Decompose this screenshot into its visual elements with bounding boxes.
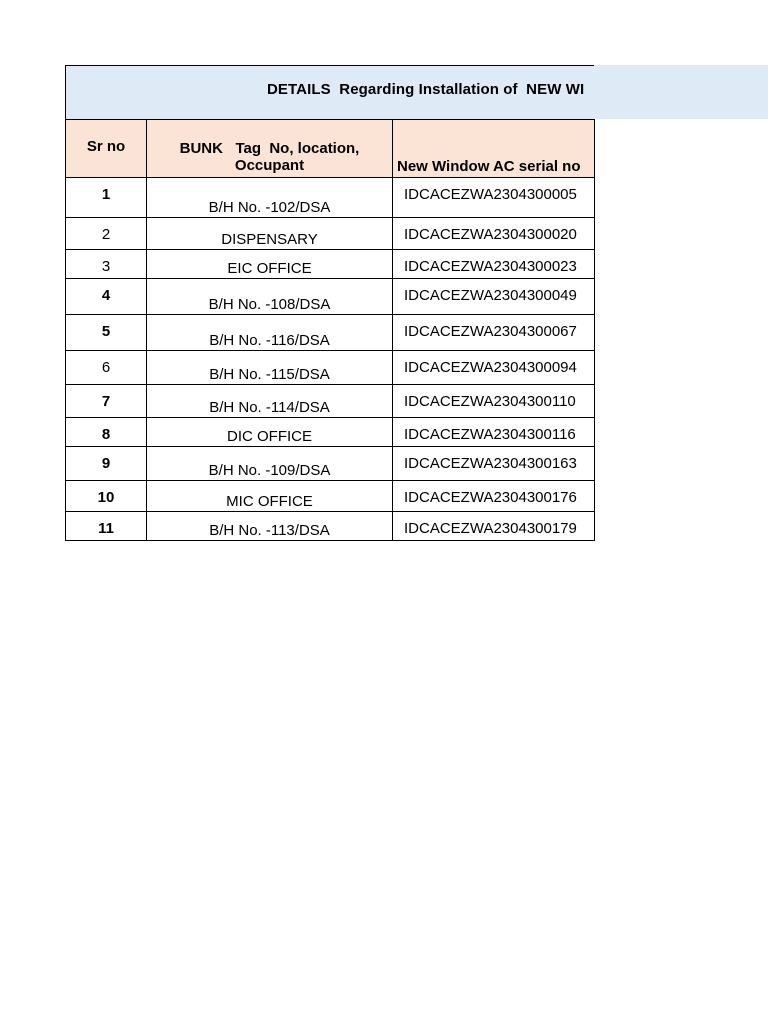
location-value: B/H No. -115/DSA	[209, 366, 330, 383]
cell-sr-no	[66, 447, 147, 481]
cell-serial	[393, 315, 595, 351]
cell-serial	[393, 481, 595, 512]
table-row	[66, 218, 595, 250]
cell-serial	[393, 250, 595, 279]
cell-location	[147, 447, 393, 481]
table-row	[66, 385, 595, 418]
table-row	[66, 481, 595, 512]
sr-no-value: 8	[101, 426, 111, 443]
cell-sr-no	[66, 279, 147, 315]
cell-serial	[393, 218, 595, 250]
header-row	[66, 120, 595, 178]
serial-value: IDCACEZWA2304300116	[404, 426, 576, 443]
location-value: B/H No. -116/DSA	[209, 332, 330, 349]
cell-serial	[393, 351, 595, 385]
cell-serial	[393, 279, 595, 315]
table-row	[66, 250, 595, 279]
serial-value: IDCACEZWA2304300023	[404, 258, 577, 275]
location-value: B/H No. -109/DSA	[208, 462, 331, 479]
cell-sr-no	[66, 218, 147, 250]
cell-location	[147, 178, 393, 218]
location-value: DISPENSARY	[221, 231, 318, 248]
cell-sr-no	[66, 481, 147, 512]
cell-location	[147, 481, 393, 512]
cell-serial	[393, 418, 595, 447]
table-row	[66, 315, 595, 351]
header-sr-no-label: Sr no	[86, 138, 126, 155]
sr-no-value: 1	[101, 186, 111, 203]
cell-sr-no	[66, 315, 147, 351]
cell-location	[147, 385, 393, 418]
cell-sr-no	[66, 351, 147, 385]
table-row	[66, 351, 595, 385]
header-bunk	[147, 120, 393, 178]
sr-no-value: 5	[101, 323, 111, 340]
table-row	[66, 418, 595, 447]
cell-serial	[393, 447, 595, 481]
cell-serial	[393, 385, 595, 418]
serial-value: IDCACEZWA2304300067	[404, 323, 577, 340]
serial-value: IDCACEZWA2304300110	[404, 393, 576, 410]
cell-serial	[393, 512, 595, 541]
location-value: DIC OFFICE	[227, 428, 312, 445]
cell-sr-no	[66, 178, 147, 218]
sr-no-value: 9	[101, 455, 111, 472]
cell-location	[147, 218, 393, 250]
cell-location	[147, 315, 393, 351]
location-value: B/H No. -114/DSA	[209, 399, 330, 416]
installation-table	[65, 119, 595, 541]
location-value: MIC OFFICE	[226, 493, 313, 510]
sr-no-value: 11	[98, 520, 114, 537]
sr-no-value: 2	[101, 226, 111, 243]
sr-no-value: 10	[97, 489, 115, 506]
table-row	[66, 178, 595, 218]
cell-location	[147, 250, 393, 279]
serial-value: IDCACEZWA2304300020	[404, 226, 577, 243]
title-cell	[65, 65, 594, 119]
serial-value: IDCACEZWA2304300094	[404, 359, 577, 376]
table-body	[66, 178, 595, 541]
sr-no-value: 3	[101, 258, 111, 275]
cell-sr-no	[66, 385, 147, 418]
serial-value: IDCACEZWA2304300163	[404, 455, 577, 472]
header-serial-label: New Window AC serial no	[397, 158, 581, 175]
serial-value: IDCACEZWA2304300179	[404, 520, 577, 537]
header-sr-no	[66, 120, 147, 178]
cell-sr-no	[66, 418, 147, 447]
table-row	[66, 512, 595, 541]
table-row	[66, 447, 595, 481]
location-value: EIC OFFICE	[227, 260, 312, 277]
cell-sr-no	[66, 250, 147, 279]
serial-value: IDCACEZWA2304300005	[404, 186, 577, 203]
cell-serial	[393, 178, 595, 218]
cell-location	[147, 351, 393, 385]
page-title: DETAILS Regarding Installation of NEW WI	[267, 81, 585, 98]
cell-sr-no	[66, 512, 147, 541]
header-bunk-label: BUNK Tag No, location, Occupant	[179, 140, 360, 174]
cell-location	[147, 279, 393, 315]
cell-location	[147, 418, 393, 447]
cell-location	[147, 512, 393, 541]
sr-no-value: 7	[101, 393, 111, 410]
header-serial	[393, 120, 595, 178]
serial-value: IDCACEZWA2304300049	[404, 287, 577, 304]
location-value: B/H No. -108/DSA	[208, 296, 331, 313]
location-value: B/H No. -102/DSA	[208, 199, 331, 216]
serial-value: IDCACEZWA2304300176	[404, 489, 577, 506]
location-value: B/H No. -113/DSA	[209, 522, 330, 539]
table-row	[66, 279, 595, 315]
sr-no-value: 4	[101, 287, 111, 304]
sr-no-value: 6	[101, 359, 111, 376]
